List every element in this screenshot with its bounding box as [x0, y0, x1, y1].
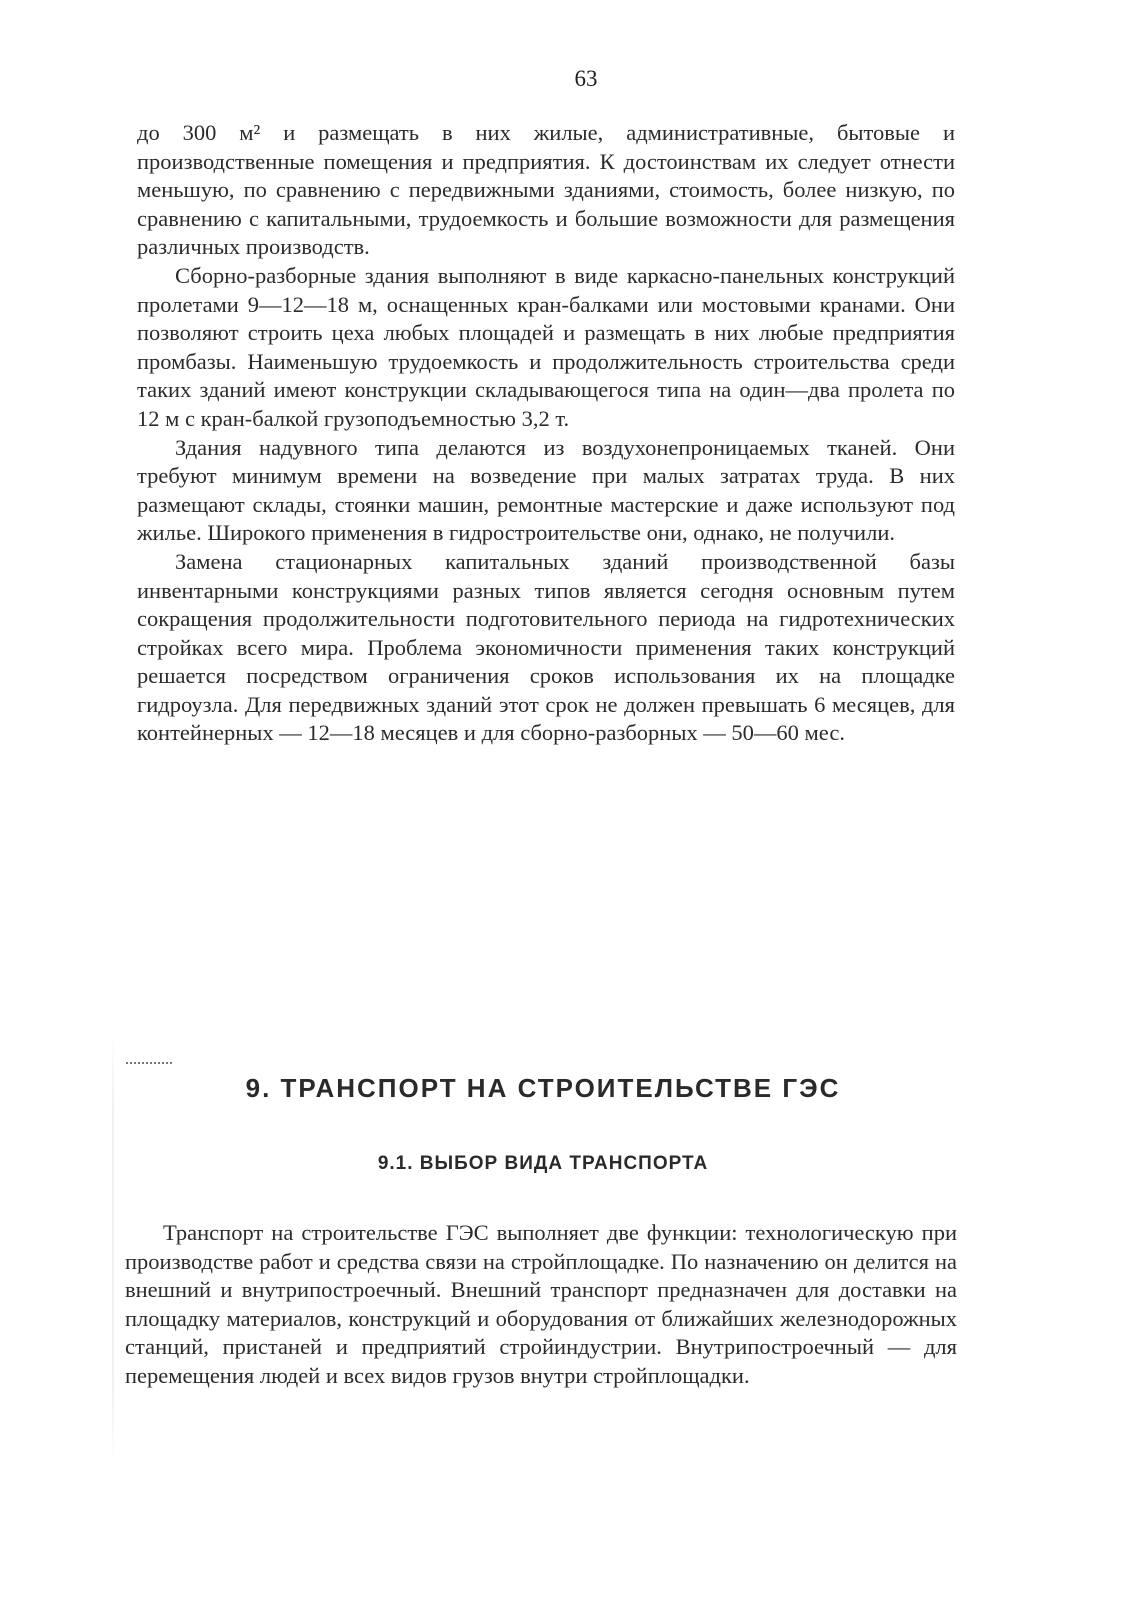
page-number: 63	[574, 66, 598, 91]
paragraph-inflatable-buildings: Здания надувного типа делаются из воздухонепроницаемых тканей. Они требуют минимум времени на возведение при малых затратах труда. В них размещают склады, стоянки машин, ремонтные мастерские и даже используют под жилье. Широкого применения в гидростроительстве они, однако, не получили.	[137, 434, 955, 546]
paragraph-transport-functions: Транспорт на строительстве ГЭС выполняет две функции: технологическую при производстве работ и средства связи на стройплощадке. По назначению он делится на внешний и внутрипостроечный. Внешний транспорт предназначен для доставки на площадку материалов, конструкций и оборудования от ближайших железнодорожных станций, пристаней и предприятий стройиндустрии. Внутрипостроечный — для перемещения людей и всех видов грузов внутри стройплощадки.	[125, 1220, 957, 1388]
paragraph-continued: до 300 м² и размещать в них жилые, административные, бытовые и производственные помещения и предприятия. К достоинствам их следует отнести меньшую, по сравнению с передвижными зданиями, стоимость, более низкую, по сравнению с капитальными, трудоемкость и большие возможности для размещения различных производств.	[137, 120, 955, 260]
text-block-bottom	[125, 1219, 957, 1391]
paragraph-prefab-buildings: Сборно-разборные здания выполняют в виде каркасно-панельных конструкций пролетами 9—12—18 м, оснащенных кран-балками или мостовыми кранами. Они позволяют строить цеха любых площадей и размещать в них любые предприятия промбазы. Наименьшую трудоемкость и продолжительность строительства среди таких зданий имеют конструкции складывающегося типа на один—два пролета по 12 м с кран-балкой грузоподъемностью 3,2 т.	[137, 262, 955, 431]
scan-margin-mark	[126, 1062, 172, 1066]
section-heading: 9. ТРАНСПОРТ НА СТРОИТЕЛЬСТВЕ ГЭС	[245, 1073, 841, 1103]
text-block-top	[137, 119, 955, 748]
paragraph-replacement: Замена стационарных капитальных зданий производственной базы инвентарными конструкциями разных типов является сегодня основным путем сокращения продолжительности подготовительного периода на гидротехнических стройках всего мира. Проблема экономичности применения таких конструкций решается посредством ограничения сроков использования их на площадке гидроузла. Для передвижных зданий этот срок не должен превышать 6 месяцев, для контейнерных — 12—18 месяцев и для сборно-разборных — 50—60 мес.	[137, 548, 955, 746]
subsection-heading: 9.1. ВЫБОР ВИДА ТРАНСПОРТА	[377, 1153, 709, 1174]
